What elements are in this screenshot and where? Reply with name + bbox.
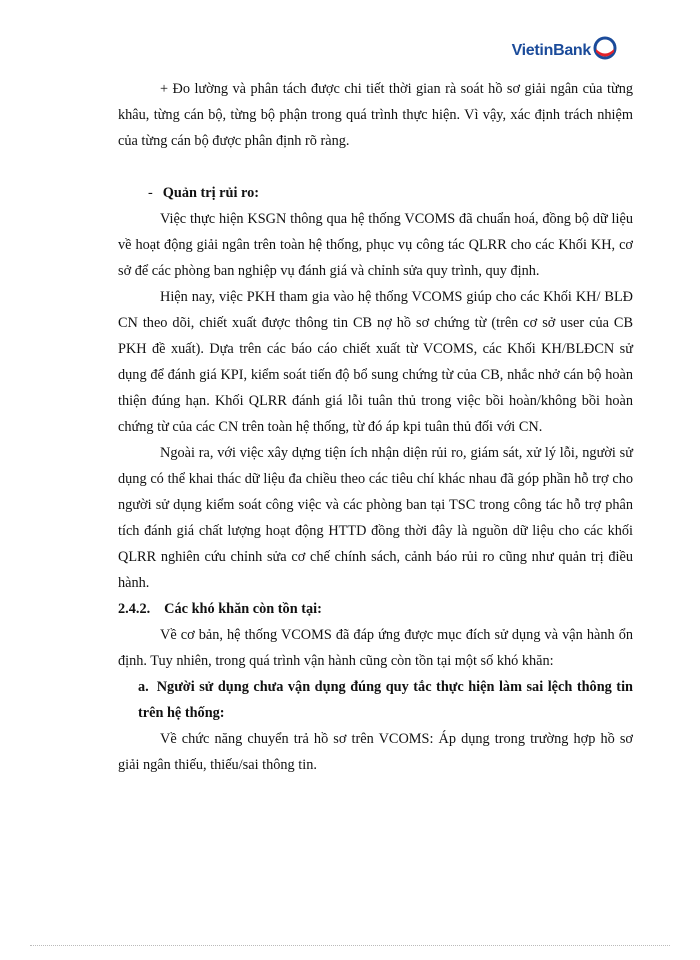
paragraph-risk-tools: Ngoài ra, với việc xây dựng tiện ích nhận diện rủi ro, giám sát, xử lý lỗi, người sử dụng có thể khai thác dữ liệu đa chiều theo các tiêu chí khác nhau đã góp phần hỗ trợ cho người sử dụng kiểm soát công việc và các phòng ban tại TSC trong công tác hỗ trợ phân tích đánh giá chất lượng hoạt động HTTD đồng thời đây là nguồn dữ liệu cho các khối QLRR nghiên cứu chỉnh sửa cơ chế chính sách, cảnh báo rủi ro cũng như quản trị điều hành.: [118, 445, 633, 591]
bullet-dash: -: [148, 185, 153, 201]
paragraph-overview: Về cơ bản, hệ thống VCOMS đã đáp ứng được mục đích sử dụng và vận hành ổn định. Tuy nhiên, trong quá trình vận hành cũng còn tồn tại một số khó khăn:: [118, 627, 633, 669]
section-number: 2.4.2.: [118, 601, 151, 617]
page-bottom-divider: [30, 945, 670, 946]
paragraph-ksgn: Việc thực hiện KSGN thông qua hệ thống VCOMS đã chuẩn hoá, đồng bộ dữ liệu về hoạt động giải ngân trên toàn hệ thống, phục vụ công tác QLRR cho các Khối KH, cơ sở để các phòng ban nghiệp vụ đánh giá và chỉnh sửa quy trình, quy định.: [118, 211, 633, 279]
risk-management-title: Quản trị rủi ro:: [162, 185, 260, 201]
section-title: Các khó khăn còn tồn tại:: [164, 601, 322, 617]
vietinbank-logo: [512, 42, 617, 60]
logo-text-bank: Bank: [553, 42, 591, 59]
subheading-label: a.: [138, 679, 149, 695]
paragraph-return-function: Về chức năng chuyển trả hồ sơ trên VCOMS: Áp dụng trong trường hợp hồ sơ giải ngân thiếu, thiếu/sai thông tin.: [118, 731, 633, 773]
section-heading-difficulties: [118, 596, 633, 622]
spacer: [118, 154, 633, 180]
paragraph-time-measurement: + Đo lường và phân tách được chi tiết thời gian rà soát hồ sơ giải ngân của từng khâu, từng cán bộ, từng bộ phận trong quá trình thực hiện. Vì vậy, xác định trách nhiệm của từng cán bộ được phân định rõ ràng.: [118, 81, 633, 149]
subheading-user-errors: [138, 674, 633, 726]
subheading-title: Người sử dụng chưa vận dụng đúng quy tắc thực hiện làm sai lệch thông tin trên hệ thống:: [138, 679, 633, 721]
document-body: [118, 76, 633, 778]
risk-management-heading: [118, 180, 633, 206]
logo-mark-icon: [593, 36, 617, 60]
logo-text-vietin: Vietin: [511, 42, 554, 59]
logo-wordmark: [512, 42, 591, 60]
paragraph-pkh: Hiện nay, việc PKH tham gia vào hệ thống VCOMS giúp cho các Khối KH/ BLĐ CN theo dõi, chiết xuất được thông tin CB nợ hồ sơ chứng từ (trên cơ sở user của CB PKH đề xuất). Dựa trên các báo cáo chiết xuất từ VCOMS, các Khối KH/BLĐCN sử dụng để đánh giá KPI, kiểm soát tiến độ bổ sung chứng từ của CB, nhắc nhở cán bộ hoàn thiện đúng hạn. Khối QLRR đánh giá lỗi tuân thủ trong việc bồi hoàn/không bồi hoàn chứng từ của các CN trên toàn hệ thống, từ đó áp kpi tuân thủ đối với CN.: [118, 289, 633, 435]
